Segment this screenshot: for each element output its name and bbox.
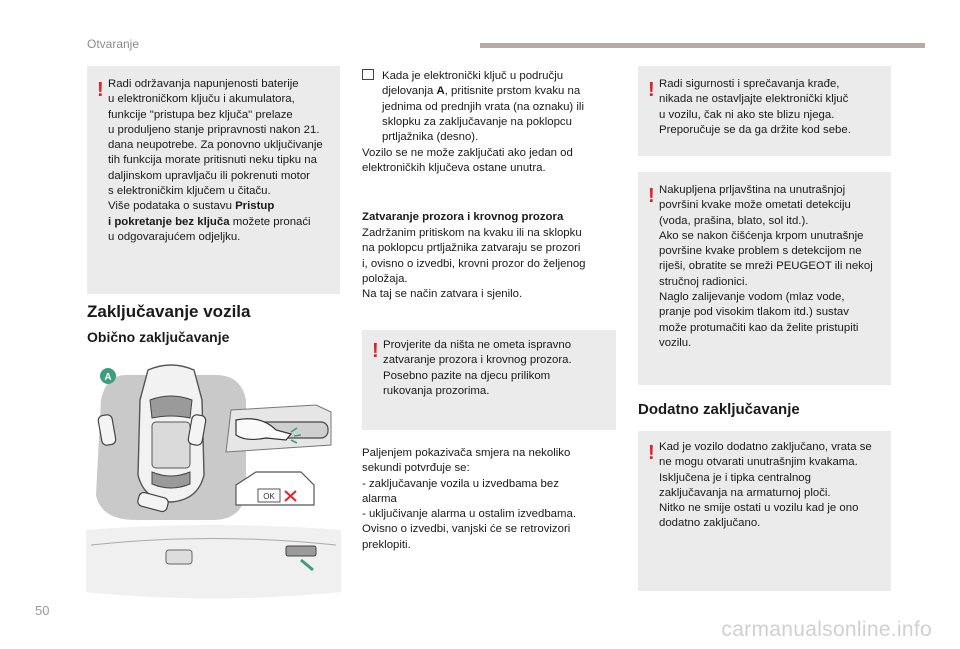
- warning-exclamation-icon: !: [648, 185, 655, 207]
- svg-text:OK: OK: [263, 492, 275, 501]
- security-note: [638, 66, 891, 156]
- note-text: Nakupljena prljavština na unutrašnjoj površini kvake može ometati detekciju (voda, prašina, blato, sol itd.). Ako se nakon čišćenja krpom unutrašnje površine kvake problem s detekcijom ne riješi, obratite se mreži PEUGEOT ili nekoj stručnoj radionici. Naglo zalijevanje vodom (mlaz vode, pranje pod visokim tlakom itd.) sustav može protumačiti kao da želite pristupiti vozilu.: [659, 184, 873, 349]
- watermark: carmanualsonline.info: [721, 618, 932, 641]
- battery-standby-note: [87, 66, 340, 294]
- header-bar: [480, 43, 925, 48]
- sub-heading: Obično zaključavanje: [87, 329, 230, 345]
- windows-text: Zadržanim pritiskom na kvaku ili na sklopku na poklopcu prtljažnika zatvaraju se prozori i, ovisno o izvedbi, krovni prozor do željenog položaja. Na taj se način zatvara i sjenilo.: [362, 227, 586, 301]
- page-number: 50: [35, 603, 50, 618]
- no-entry-cross-icon: [236, 472, 314, 505]
- warning-exclamation-icon: !: [372, 340, 379, 362]
- deadlock-note: [638, 431, 891, 591]
- note-text: Radi održavanja napunjenosti baterije u elektroničkom ključu i akumulatora, funkcije "pristupa bez ključa" prelaze u produljeno stanje pripravnosti nakon 21. dana neupotrebe. Za ponovno uključivanje tih funkcija morate pritisnuti neku tipku na daljinskom upravljaču ili pokrenuti motor s elektroničkim ključem u čitaču. Više podataka o sustavu Pristup i pokretanje bez ključa možete pronaći u odgovarajućem odjeljku.: [108, 78, 323, 243]
- section-heading: Zaključavanje vozila: [87, 302, 251, 321]
- dirt-detection-note: [638, 172, 891, 385]
- lock-key-inside-text: Vozilo se ne može zaključati ako jedan od elektroničkih ključeva ostane unutra.: [362, 147, 573, 175]
- tailgate-switch-icon: [86, 525, 341, 599]
- indicator-confirmation-text: Paljenjem pokazivača smjera na nekoliko sekundi potvrđuje se: - zaključavanje vozila u izvedbama bez alarma - uključivanje alarma u ostalim izvedbama. Ovisno o izvedbi, vanjski će se retrovizori preklopiti.: [362, 447, 576, 551]
- note-text: Radi sigurnosti i sprečavanja krađe, nikada ne ostavljajte elektronički ključ u vozilu, čak ni ako ste blizu njega. Preporučuje se da ga držite kod sebe.: [659, 78, 851, 136]
- lock-instructions: Kada je elektronički ključ u području djelovanja A, pritisnite prstom kvaku na jednima od prednjih vrata (na oznaku) ili sklopku za zaključavanje na poklopcu prtljažnika (desno).: [362, 69, 617, 84]
- warning-exclamation-icon: !: [648, 79, 655, 101]
- svg-text:A: A: [104, 372, 112, 383]
- warning-exclamation-icon: !: [648, 442, 655, 464]
- note-text: Kad je vozilo dodatno zaključano, vrata se ne mogu otvarati unutrašnjim kvakama. Isključena je i tipka centralnog zaključavanja na armaturnoj ploči. Nitko ne smije ostati u vozilu kad je ono dodatno zaključano.: [659, 441, 872, 530]
- note-text: Provjerite da ništa ne ometa ispravno zatvaranje prozora i krovnog prozora. Posebno pazite na djecu prilikom rukovanja prozorima.: [383, 339, 572, 397]
- section-title: Otvaranje: [87, 37, 140, 51]
- locking-illustration: [86, 360, 341, 610]
- arrow-bullet-icon: [362, 69, 374, 80]
- warning-exclamation-icon: !: [97, 79, 104, 101]
- door-handle-icon: [226, 405, 331, 452]
- windows-warning-note: [362, 330, 616, 430]
- section-heading: Dodatno zaključavanje: [638, 401, 800, 418]
- windows-title: Zatvaranje prozora i krovnog prozora: [362, 211, 564, 223]
